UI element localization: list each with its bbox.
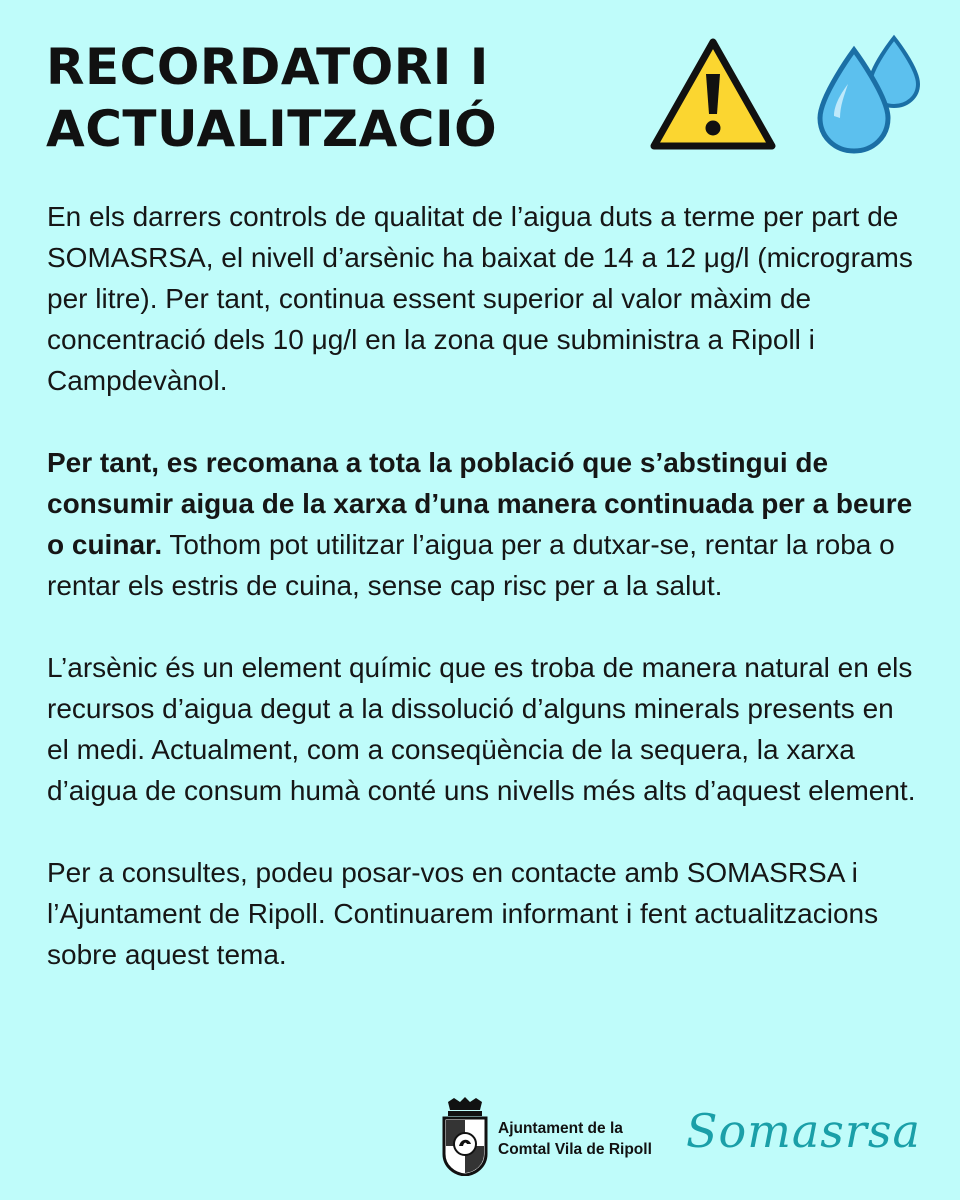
paragraph-recommendation (47, 442, 917, 606)
ajuntament-line-1: Ajuntament de la (498, 1120, 623, 1137)
somasrsa-logo: Somasrsa (686, 1104, 921, 1158)
ajuntament-line-2: Comtal Vila de Ripoll (498, 1141, 652, 1158)
paragraph-contact: Per a consultes, podeu posar-vos en contacte amb SOMASRSA i l’Ajuntament de Ripoll. Continuarem informant i fent actualitzacions sobre aquest tema. (47, 857, 879, 970)
paragraph-arsenic-levels: En els darrers controls de qualitat de l’aigua duts a terme per part de SOMASRSA, el nivell d’arsènic ha baixat de 14 a 12 μg/l (micrograms per litre). Per tant, continua essent superior al valor màxim de concentració dels 10 μg/l en la zona que subministra a Ripoll i Campdevànol. (47, 201, 913, 396)
footer-logos (0, 1092, 960, 1182)
ajuntament-name (498, 1118, 652, 1160)
page-title (46, 36, 497, 160)
announcement-body (47, 196, 917, 1016)
recommendation-rest: Tothom pot utilitzar l’aigua per a dutxar-se, rentar la roba o rentar els estris de cuina, sense cap risc per a la salut. (47, 529, 895, 601)
title-line-1: RECORDATORI I (46, 38, 489, 96)
title-line-2: ACTUALITZACIÓ (46, 100, 498, 158)
warning-icon (648, 36, 778, 154)
recommendation-bold: Per tant, es recomana a tota la població que s’abstingui de consumir aigua de la xarxa d’una manera continuada per a beure o cuinar. (47, 447, 913, 560)
water-drops-icon (814, 34, 924, 156)
paragraph-arsenic-explanation: L’arsènic és un element químic que es troba de manera natural en els recursos d’aigua degut a la dissolució d’alguns minerals presents en el medi. Actualment, com a conseqüència de la sequera, la xarxa d’aigua de consum humà conté uns nivells més alts d’aquest element. (47, 652, 916, 806)
ripoll-crest-icon (440, 1096, 490, 1176)
